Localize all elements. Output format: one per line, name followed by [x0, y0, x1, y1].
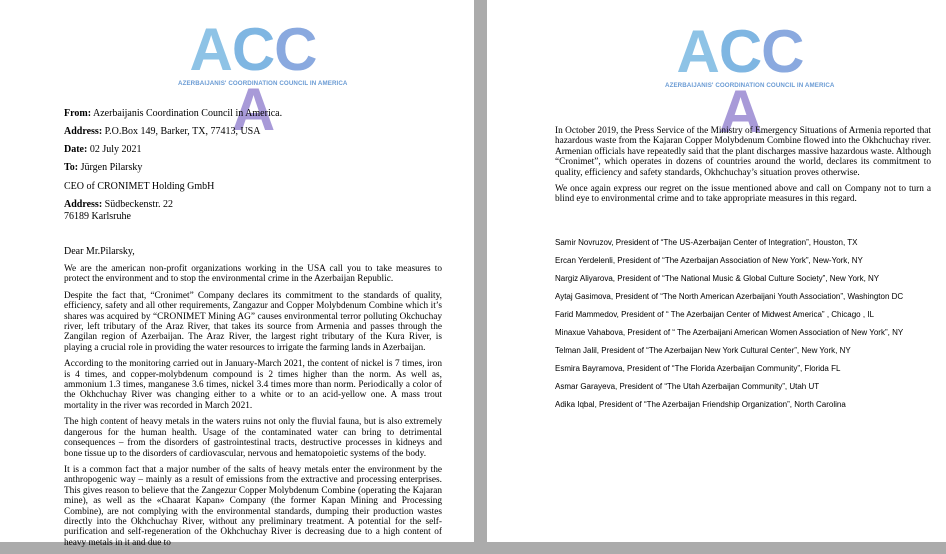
address2-line	[64, 199, 173, 211]
page2-body	[555, 126, 931, 211]
signatory-line: Telman Jalil, President of “The Azerbaijan New York Cultural Center”, New York, NY	[555, 346, 851, 355]
from-value: Azerbaijanis Coordination Council in America.	[92, 108, 283, 119]
logo-letter: C	[761, 18, 804, 85]
logo-letter: C	[231, 16, 275, 83]
date-value: 02 July 2021	[89, 144, 142, 155]
address2-city: 76189 Karlsruhe	[64, 211, 131, 222]
acca-logo	[665, 18, 835, 145]
paragraph-anthropogenic: It is a common fact that a major number of the salts of heavy metals enter the environment by the anthropogenic way – mainly as a result of emissions from the extractive and processing enterprises. This gives reason to believe that the Zangezur Copper Molybdenum Combine (operating the Kajaran mine), as well as the «Chaarat Kapan» Company (the former Kapan Mining and Processing Combine), are not complying with the environmental standards, dumping their production wastes directly into the Okhchuchay River, without any preliminary treatment. A potential for the self-purification and self-regeneration of the Okhchuchay River is decreasing due to a high content of heavy metals in it and due to	[64, 464, 442, 548]
logo-letter: C	[718, 18, 762, 85]
to-value: Jürgen Pilarsky	[80, 162, 143, 173]
paragraph-heavy-metals: The high content of heavy metals in the waters ruins not only the fluvial fauna, but is also extremely dangerous for the human health. Usage of the contaminated water can bring to detrimental consequences – from the disorders of gastrointestinal tracts, destructive processes in kidneys and bone tissue up to the disorders of cardiovascular, nervous and hematopoietic systems of the body.	[64, 417, 442, 459]
signatory-line: Esmira Bayramova, President of “The Florida Azerbaijan Community”, Florida FL	[555, 364, 841, 373]
salutation: Dear Mr.Pilarsky,	[64, 246, 135, 257]
address-line	[64, 126, 260, 138]
logo-letter: A	[189, 16, 232, 83]
signatory-line: Farid Mammedov, President of “ The Azerbaijan Center of Midwest America” , Chicago , IL	[555, 310, 874, 319]
from-line	[64, 108, 282, 120]
logo-letter: A	[718, 78, 762, 145]
signatory-line: Nargiz Aliyarova, President of “The National Music & Global Culture Society”, New York, NY	[555, 274, 880, 283]
letter-body	[64, 264, 442, 554]
address2-value: Südbeckenstr. 22	[104, 199, 173, 210]
logo-letter: A	[676, 18, 719, 85]
document-page-2	[487, 0, 946, 542]
signatory-line: Aytaj Gasimova, President of “The North American Azerbaijani Youth Association”, Washington DC	[555, 292, 904, 301]
to-title: CEO of CRONIMET Holding GmbH	[64, 181, 215, 192]
logo-tagline: AZERBAIJANIS' COORDINATION COUNCIL IN AMERICA	[178, 80, 348, 87]
logo-letter: A	[231, 76, 275, 143]
paragraph-monitoring: According to the monitoring carried out in January-March 2021, the content of nickel is 7 times, iron is 4 times, and copper-molybdenum compound is 2 times higher than the norm. As well as, ammonium 1.3 times, manganese 3.6 times, nickel 3.4 times more than norm. Periodically a color of the Okhchuchay River was changing either to a white or to an acid-yellow one. A mass trout mortality in the river was recorded in March 2021.	[64, 359, 442, 411]
address-label: Address:	[64, 126, 103, 137]
signatory-line: Asmar Garayeva, President of “The Utah Azerbaijan Community”, Utah UT	[555, 382, 820, 391]
paragraph-closing: We once again express our regret on the issue mentioned above and call on Company not to turn a blind eye to environmental crime and to take appropriate measures in this regard.	[555, 184, 931, 205]
date-line	[64, 144, 142, 156]
paragraph-intro: We are the american non-profit organizations working in the USA call you to take measures to protect the environment and to stop the environmental crime in the Azerbaijan Republic.	[64, 264, 442, 285]
signatory-line: Minaxue Vahabova, President of “ The Azerbaijani American Women Association of New York”, NY	[555, 328, 904, 337]
date-label: Date:	[64, 144, 88, 155]
address-value: P.O.Box 149, Barker, TX, 77413, USA	[104, 126, 261, 137]
to-label: To:	[64, 162, 79, 173]
paragraph-press-service: In October 2019, the Press Service of the Ministry of Emergency Situations of Armenia reported that hazardous waste from the Kajaran Copper Molybdenum Combine flowed into the Okhchuchay river. Armenian officials have repeatedly said that the plant discharges massive hazardous waste. Although “Cronimet”, which operates in dozens of countries around the world, declares its commitment to quality, efficiency and safety standards, Okhchuchay’s situation proves otherwise.	[555, 126, 931, 178]
signatory-line: Samir Novruzov, President of “The US-Azerbaijan Center of Integration”, Houston, TX	[555, 238, 858, 247]
paragraph-cronimet: Despite the fact that, “Cronimet” Company declares its commitment to the standards of quality, efficiency, safety and all other requirements, Zangazur and Copper Molybdenum Combine which it’s shares was acquired by “CRONIMET Mining AG” causes environmental terror polluting Okchuchay river, left tributary of the Araz River, that takes its source from Armenia and passes through the Zangilan region of Azerbaijan. The Araz River, the largest right tributary of the Kura River, is playing a crucial role in providing the water resources to irrigate the farming lands in Azerbaijan.	[64, 290, 442, 353]
page-gap	[474, 0, 487, 542]
address2-label: Address:	[64, 199, 103, 210]
signatory-line: Ercan Yerdelenli, President of “The Azerbaijan Association of New York”, New-York, NY	[555, 256, 863, 265]
logo-tagline: AZERBAIJANIS' COORDINATION COUNCIL IN AMERICA	[665, 82, 835, 89]
from-label: From:	[64, 108, 92, 119]
logo-letter: C	[274, 16, 317, 83]
to-line	[64, 162, 142, 174]
document-page-1	[0, 0, 474, 548]
signatory-line: Adika Iqbal, President of “The Azerbaijan Friendship Organization”, North Carolina	[555, 400, 846, 409]
